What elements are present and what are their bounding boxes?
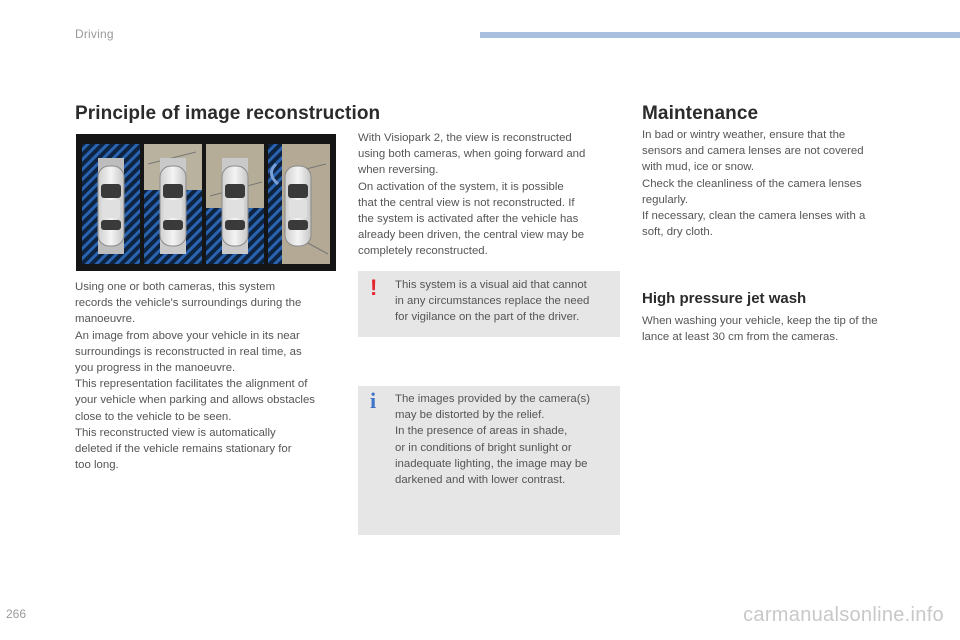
section-label: Driving xyxy=(75,27,114,41)
text-line: On activation of the system, it is possible xyxy=(358,180,564,193)
text-line: completely reconstructed. xyxy=(358,245,488,258)
page-number: 266 xyxy=(6,607,27,621)
text-line: regularly. xyxy=(642,193,689,206)
text-line: In the presence of areas in shade, xyxy=(395,425,568,438)
text-line: inadequate lighting, the image may be xyxy=(395,457,588,470)
text-line: In bad or wintry weather, ensure that the xyxy=(642,129,846,141)
text-line: or in conditions of bright sunlight or xyxy=(395,441,572,454)
text-line: soft, dry cloth. xyxy=(642,226,713,239)
text-line: When washing your vehicle, keep the tip of the xyxy=(642,315,878,327)
warning-box xyxy=(358,271,620,337)
text-line: manoeuvre. xyxy=(75,313,136,326)
text-line: too long. xyxy=(75,459,119,472)
text-line: may be distorted by the relief. xyxy=(395,409,545,422)
warning-exclamation-icon: ! xyxy=(370,275,378,300)
text-line: This reconstructed view is automatically xyxy=(75,426,276,439)
text-line: records the vehicle's surroundings during the xyxy=(75,297,302,310)
text-line: deleted if the vehicle remains stationary for xyxy=(75,443,292,456)
text-line: surroundings is reconstructed in real time, as xyxy=(75,345,302,358)
text-line: you progress in the manoeuvre. xyxy=(75,362,236,375)
parking-view-illustration xyxy=(76,134,336,271)
text-line: The images provided by the camera(s) xyxy=(395,393,590,405)
reconstruction-figure xyxy=(76,134,336,271)
maintenance-body-text xyxy=(642,127,865,240)
info-text xyxy=(395,391,590,488)
warning-text xyxy=(395,277,589,326)
text-line: darkened and with lower contrast. xyxy=(395,474,566,487)
text-line: close to the vehicle to be seen. xyxy=(75,410,232,423)
high-pressure-body-text xyxy=(642,313,878,345)
text-line: that the central view is not reconstructed. If xyxy=(358,196,575,209)
text-line: sensors and camera lenses are not covered xyxy=(642,145,864,158)
text-line: using both cameras, when going forward and xyxy=(358,148,586,161)
left-section-title: Principle of image reconstruction xyxy=(75,103,381,124)
text-line: lance at least 30 cm from the cameras. xyxy=(642,331,839,344)
watermark-text: carmanualsonline.info xyxy=(743,604,944,626)
middle-body-text xyxy=(358,130,585,260)
maintenance-title: Maintenance xyxy=(642,103,759,124)
text-line: This system is a visual aid that cannot xyxy=(395,279,587,291)
info-box xyxy=(358,386,620,535)
text-line: when reversing. xyxy=(358,164,439,177)
left-body-text xyxy=(75,279,315,473)
text-line: for vigilance on the part of the driver. xyxy=(395,311,580,324)
text-line: If necessary, clean the camera lenses with a xyxy=(642,210,866,223)
header-accent-bar xyxy=(480,32,960,38)
text-line: With Visiopark 2, the view is reconstructed xyxy=(358,132,572,144)
text-line: already been driven, the central view may be xyxy=(358,229,585,242)
text-line: An image from above your vehicle in its near xyxy=(75,329,300,342)
text-line: This representation facilitates the alignment of xyxy=(75,378,308,391)
text-line: Using one or both cameras, this system xyxy=(75,281,276,293)
text-line: the system is activated after the vehicle has xyxy=(358,213,579,226)
text-line: Check the cleanliness of the camera lenses xyxy=(642,177,862,190)
information-icon: i xyxy=(370,388,377,413)
high-pressure-title: High pressure jet wash xyxy=(642,290,807,307)
text-line: in any circumstances replace the need xyxy=(395,295,590,308)
text-line: your vehicle when parking and allows obstacles xyxy=(75,394,315,407)
text-line: with mud, ice or snow. xyxy=(642,161,755,174)
